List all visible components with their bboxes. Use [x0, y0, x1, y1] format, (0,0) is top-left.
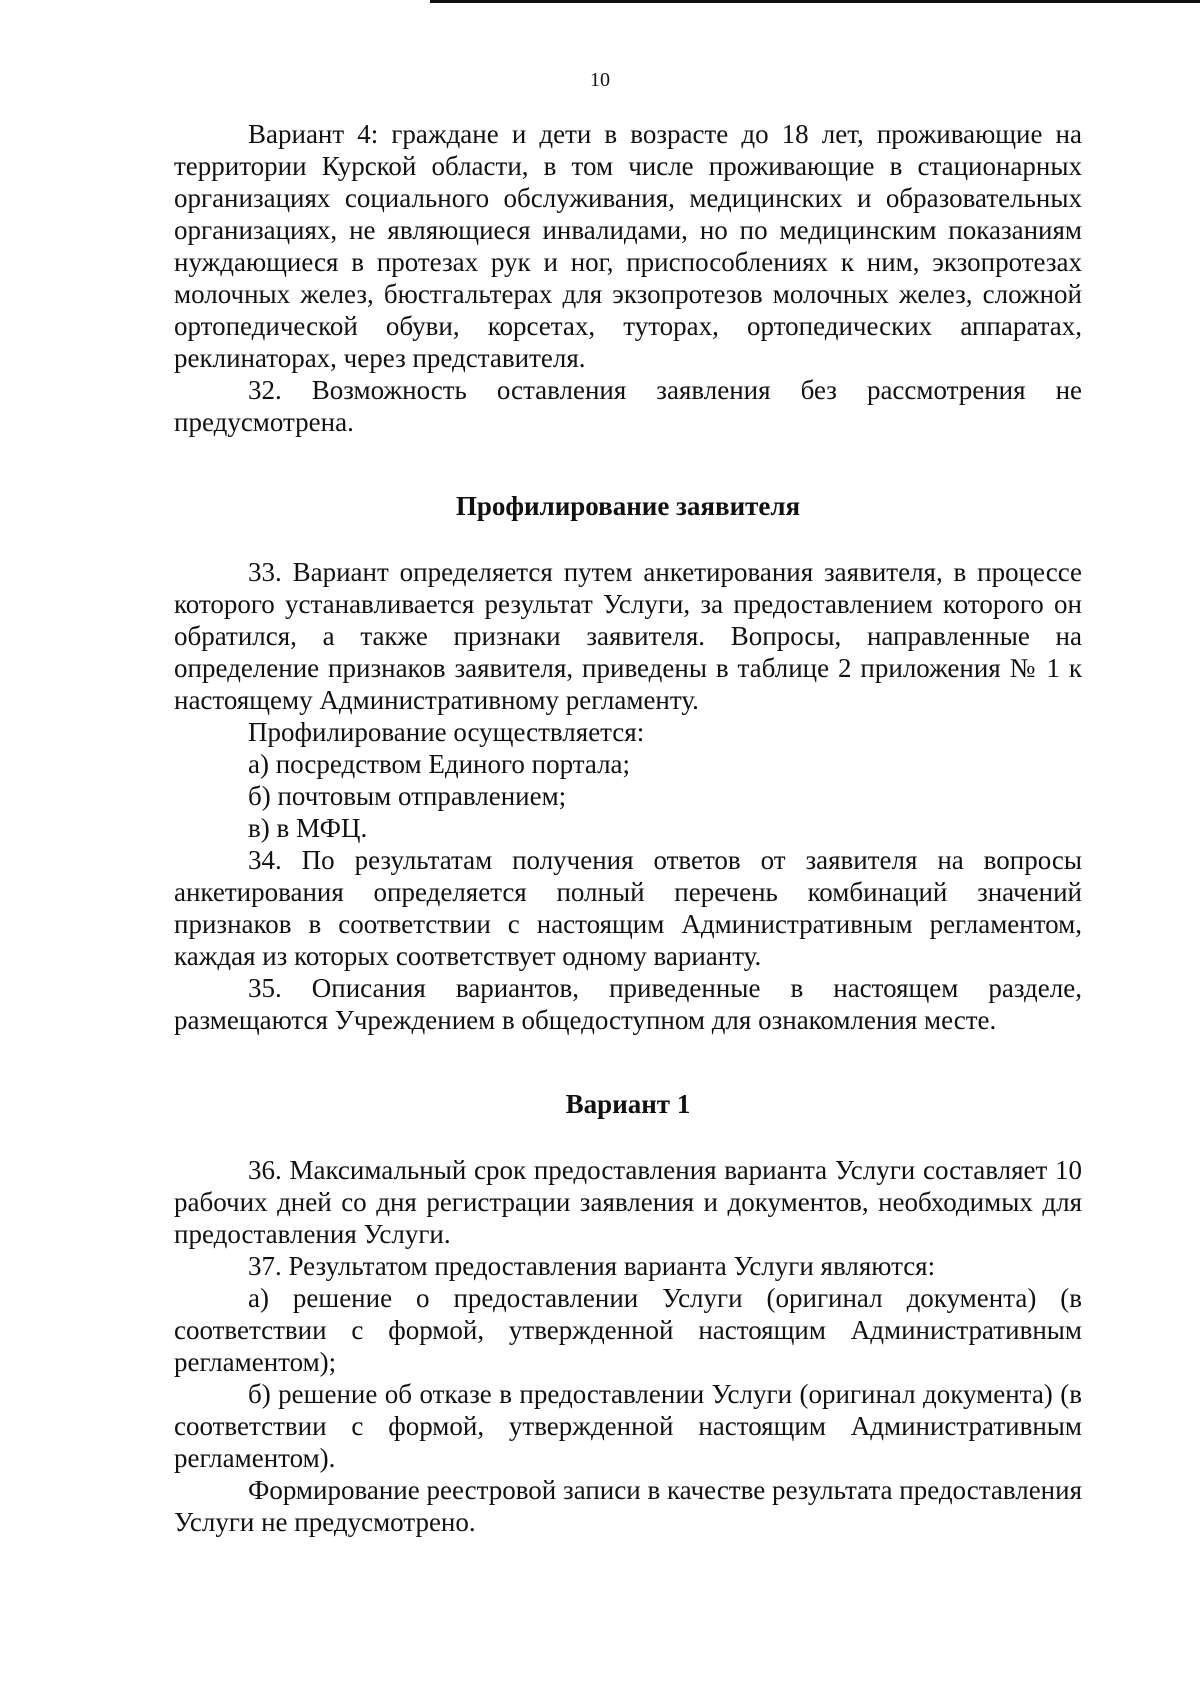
list-item-37-a: а) решение о предоставлении Услуги (оригинал документа) (в соответствии с формой, утвержденной настоящим Административным регламентом);: [174, 1283, 1082, 1377]
heading-profiling: Профилирование заявителя: [455, 491, 801, 521]
top-border-line: [430, 0, 1200, 3]
paragraph-34: 34. По результатам получения ответов от заявителя на вопросы анкетирования определяется полный перечень комбинаций значений признаков в соответствии с настоящим Административным регламентом, каждая из которых соответствует одному варианту.: [174, 845, 1082, 971]
paragraph-registry-record: Формирование реестровой записи в качестве результата предоставления Услуги не предусмотрено.: [174, 1475, 1082, 1537]
paragraph-36: 36. Максимальный срок предоставления варианта Услуги составляет 10 рабочих дней со дня регистрации заявления и документов, необходимых для предоставления Услуги.: [174, 1155, 1082, 1249]
heading-variant-1: Вариант 1: [565, 1089, 691, 1119]
paragraph-35: 35. Описания вариантов, приведенные в настоящем разделе, размещаются Учреждением в общедоступном для ознакомления месте.: [174, 973, 1082, 1035]
page-number: 10: [590, 69, 610, 91]
list-item-b: б) почтовым отправлением;: [248, 781, 567, 811]
paragraph-32: 32. Возможность оставления заявления без рассмотрения не предусмотрена.: [174, 375, 1082, 437]
paragraph-variant-4: Вариант 4: граждане и дети в возрасте до 18 лет, проживающие на территории Курской области, в том числе проживающие в стационарных организациях социального обслуживания, медицинских и образовательных организациях, не являющиеся инвалидами, но по медицинским показаниям нуждающиеся в протезах рук и ног, приспособлениях к ним, экзопротезах молочных желез, бюстгальтерах для экзопротезов молочных желез, сложной ортопедической обуви, корсетах, туторах, ортопедических аппаратах, реклинаторах, через представителя.: [174, 119, 1082, 373]
list-item-a: а) посредством Единого портала;: [248, 749, 631, 779]
paragraph-profiling-intro: Профилирование осуществляется:: [248, 717, 645, 747]
paragraph-33: 33. Вариант определяется путем анкетирования заявителя, в процессе которого устанавливается результат Услуги, за предоставлением которого он обратился, а также признаки заявителя. Вопросы, направленные на определение признаков заявителя, приведены в таблице 2 приложения № 1 к настоящему Административному регламенту.: [174, 557, 1082, 715]
list-item-37-b: б) решение об отказе в предоставлении Услуги (оригинал документа) (в соответствии с формой, утвержденной настоящим Административным регламентом).: [174, 1379, 1082, 1473]
list-item-c: в) в МФЦ.: [248, 813, 368, 843]
document-body: [174, 118, 1082, 1538]
paragraph-37: 37. Результатом предоставления варианта Услуги являются:: [248, 1251, 936, 1281]
